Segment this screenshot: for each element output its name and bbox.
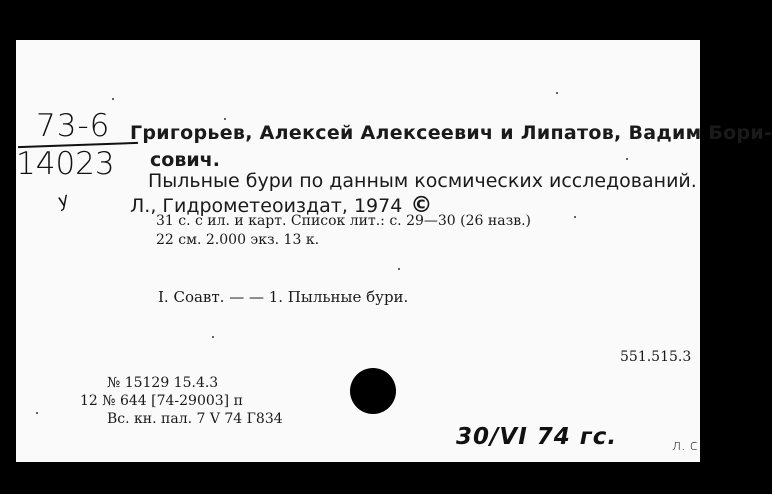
call-number-bottom: 14023 xyxy=(16,146,115,182)
call-number-top: 73-6 xyxy=(36,108,111,144)
physical-description-1: 31 с. с ил. и карт. Список лит.: с. 29—30 (26 назв.) xyxy=(156,213,531,229)
udc-number: 551.515.3 xyxy=(620,349,692,365)
handwritten-mark: y xyxy=(54,188,72,213)
author-line-1: Григорьев, Алексей Алексеевич и Липатов, Вадим Бори- xyxy=(130,122,772,144)
speck xyxy=(398,268,400,270)
handwritten-date: 30/VI 74 гс. xyxy=(456,424,618,450)
speck xyxy=(626,158,628,160)
speck xyxy=(212,336,214,338)
speck xyxy=(224,118,226,120)
registration-line-3: Вс. кн. пал. 7 V 74 Г834 xyxy=(107,411,283,427)
speck xyxy=(556,92,558,94)
registration-line-2: 12 № 644 [74-29003] п xyxy=(80,393,243,409)
punch-hole xyxy=(350,368,396,414)
registration-line-1: № 15129 15.4.3 xyxy=(107,375,219,391)
tracing: I. Соавт. — — 1. Пыльные бури. xyxy=(158,288,409,306)
title-line-1: Пыльные бури по данным космических исследований. xyxy=(148,170,697,192)
speck xyxy=(36,412,38,414)
imprint-text: Л., Гидрометеоиздат, 1974 xyxy=(130,195,403,217)
author-line-2: сович. xyxy=(150,149,220,171)
speck xyxy=(574,216,576,218)
catalog-card xyxy=(16,40,772,462)
copyright-icon: © xyxy=(410,193,433,218)
edge-mark: л. с xyxy=(672,438,698,454)
physical-description-2: 22 см. 2.000 экз. 13 к. xyxy=(156,232,320,248)
speck xyxy=(112,98,114,100)
